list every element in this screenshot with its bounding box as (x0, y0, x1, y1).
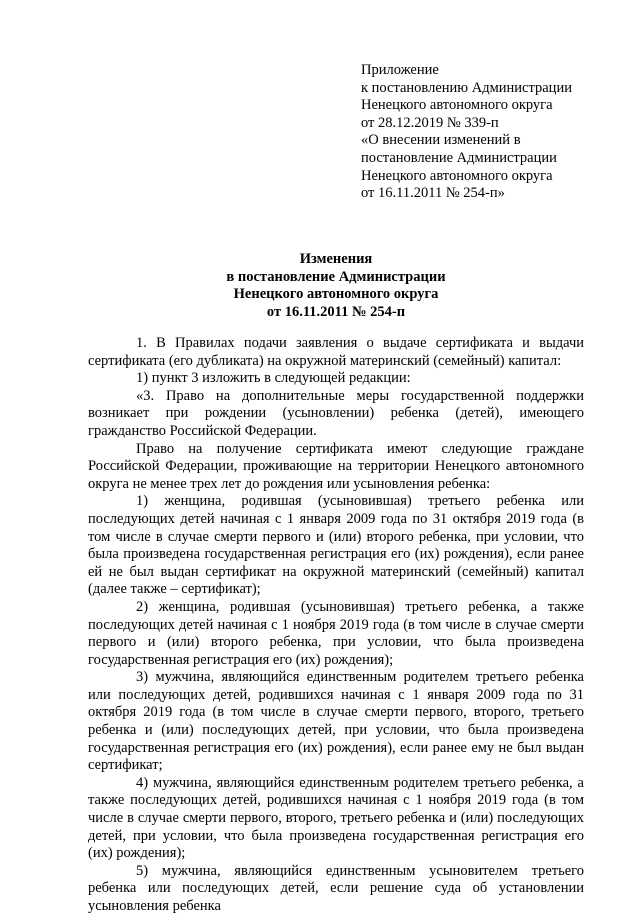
appendix-line: от 16.11.2011 № 254-п» (361, 185, 505, 202)
title-line: в постановление Администрации (226, 268, 446, 285)
appendix-header (361, 62, 611, 203)
appendix-line: «О внесении изменений в (361, 132, 521, 149)
appendix-line: от 28.12.2019 № 339-п (361, 114, 499, 131)
body-paragraph: 2) женщина, родившая (усыновившая) третьего ребенка, а также последующих детей начиная с 1 ноября 2019 года (в том числе в случае смерти первого и (или) второго ребенка, при условии, что была произведена государственная регистрация его (их) рождения); (88, 598, 584, 668)
document-title (88, 251, 584, 321)
appendix-line: Ненецкого автономного округа (361, 97, 553, 114)
body-paragraph: 1) пункт 3 изложить в следующей редакции: (136, 370, 411, 387)
appendix-line: Приложение (361, 62, 439, 78)
document-body (88, 335, 584, 916)
body-paragraph: 1) женщина, родившая (усыновившая) третьего ребенка или последующих детей начиная с 1 января 2009 года по 31 октября 2019 года (в том числе в случае смерти первого и (или) второго ребенка, при условии, что была произведена государственная регистрация его (их) рождения), если ранее ей не был выдан сертификат на окружной материнский (семейный) капитал (далее также – сертификат); (88, 493, 584, 598)
body-paragraph: 1. В Правилах подачи заявления о выдаче сертификата и выдачи сертификата (его дубликата) на окружной материнский (семейный) капитал: (88, 335, 584, 369)
appendix-line: Ненецкого автономного округа (361, 167, 553, 184)
body-paragraph: 4) мужчина, являющийся единственным родителем третьего ребенка, а также последующих детей, родившихся начиная с 1 ноября 2019 года (в том числе в случае смерти первого, второго, третьего ребенка и (или) последующих детей, при условии, что была произведена государственная регистрация его (их) рождения); (88, 774, 584, 862)
title-line: Изменения (299, 251, 373, 267)
body-paragraph: Право на получение сертификата имеют следующие граждане Российской Федерации, проживающие на территории Ненецкого автономного округа не менее трех лет до рождения или усыновления ребенка: (88, 440, 584, 492)
body-paragraph: «3. Право на дополнительные меры государственной поддержки возникает при рождении (усыновлении) ребенка (детей), имеющего гражданство Российской Федерации. (88, 387, 584, 439)
appendix-line: постановление Администрации (361, 149, 557, 166)
title-line: Ненецкого автономного округа (233, 286, 439, 303)
title-line: от 16.11.2011 № 254-п (266, 303, 406, 320)
body-paragraph: 3) мужчина, являющийся единственным родителем третьего ребенка или последующих детей, родившихся начиная с 1 января 2009 года по 31 октября 2019 года (в том числе в случае смерти первого, второго, третьего ребенка и (или) последующих детей, при условии, что была произведена государственная регистрация его (их) рождения), если ранее ему не был выдан сертификат; (88, 669, 584, 774)
body-paragraph: 5) мужчина, являющийся единственным усыновителем третьего ребенка или последующих детей, если решение суда об установлении усыновления ребенка (88, 862, 584, 914)
appendix-line: к постановлению Администрации (361, 79, 572, 96)
